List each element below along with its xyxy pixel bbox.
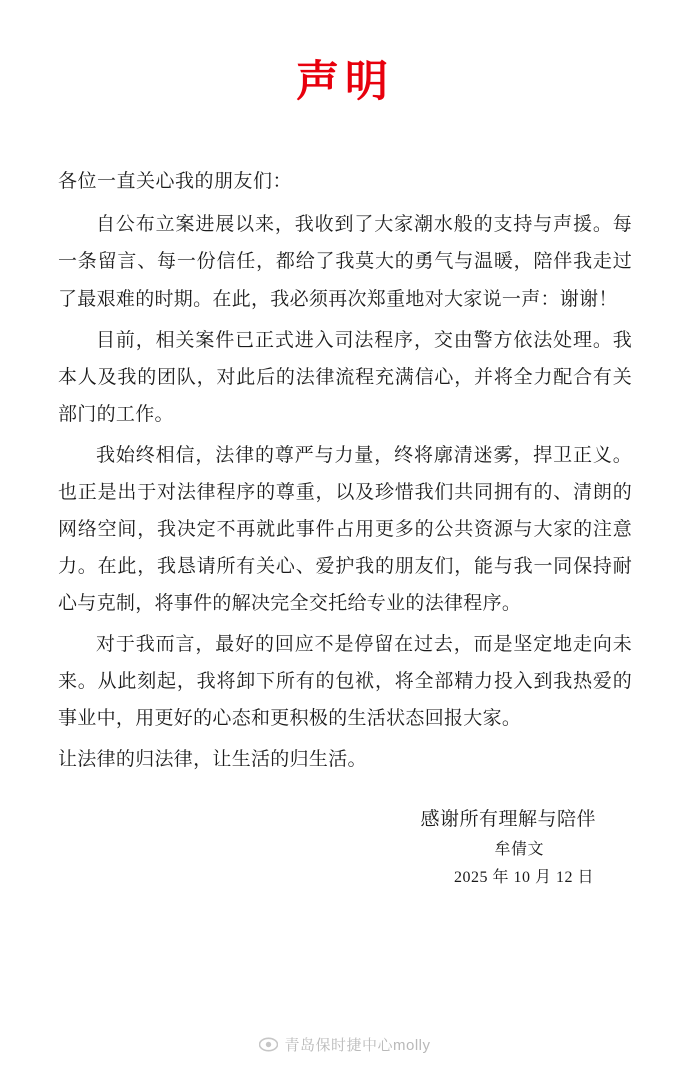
paragraph-3: 我始终相信，法律的尊严与力量，终将廓清迷雾，捍卫正义。也正是出于对法律程序的尊重，以及珍惜我们共同拥有的、清朗的网络空间，我决定不再就此事件占用更多的公共资源与大家的注意力。在此，我恳请所有关心、爱护我的朋友们，能与我一同保持耐心与克制，将事件的解决完全交托给专业的法律程序。 xyxy=(58,444,632,614)
signature-block xyxy=(58,804,632,891)
salutation: 各位一直关心我的朋友们： xyxy=(58,171,293,192)
paragraph-4: 对于我而言，最好的回应不是停留在过去，而是坚定地走向未来。从此刻起，我将卸下所有的包袱，将全部精力投入到我热爱的事业中，用更好的心态和更积极的生活状态回报大家。 xyxy=(58,633,632,730)
signature-thanks: 感谢所有理解与陪伴 xyxy=(420,809,596,831)
signature-name: 牟倩文 xyxy=(494,841,544,859)
document-body xyxy=(58,167,632,778)
paragraph-5: 让法律的归法律，让生活的归生活。 xyxy=(58,749,367,771)
paragraph-1: 自公布立案进展以来，我收到了大家潮水般的支持与声援。每一条留言、每一份信任，都给了我莫大的勇气与温暖，陪伴我走过了最艰难的时期。在此，我必须再次郑重地对大家说一声：谢谢！ xyxy=(58,214,632,310)
signature-date: 2025 年 10 月 12 日 xyxy=(453,868,594,886)
weibo-eye-icon xyxy=(259,1037,278,1052)
watermark-text: 青岛保时捷中心molly xyxy=(284,1037,431,1054)
watermark xyxy=(0,1034,690,1055)
paragraph-2: 目前，相关案件已正式进入司法程序，交由警方依法处理。我本人及我的团队，对此后的法律流程充满信心，并将全力配合有关部门的工作。 xyxy=(58,329,632,425)
page-title: 声明 xyxy=(296,59,394,106)
